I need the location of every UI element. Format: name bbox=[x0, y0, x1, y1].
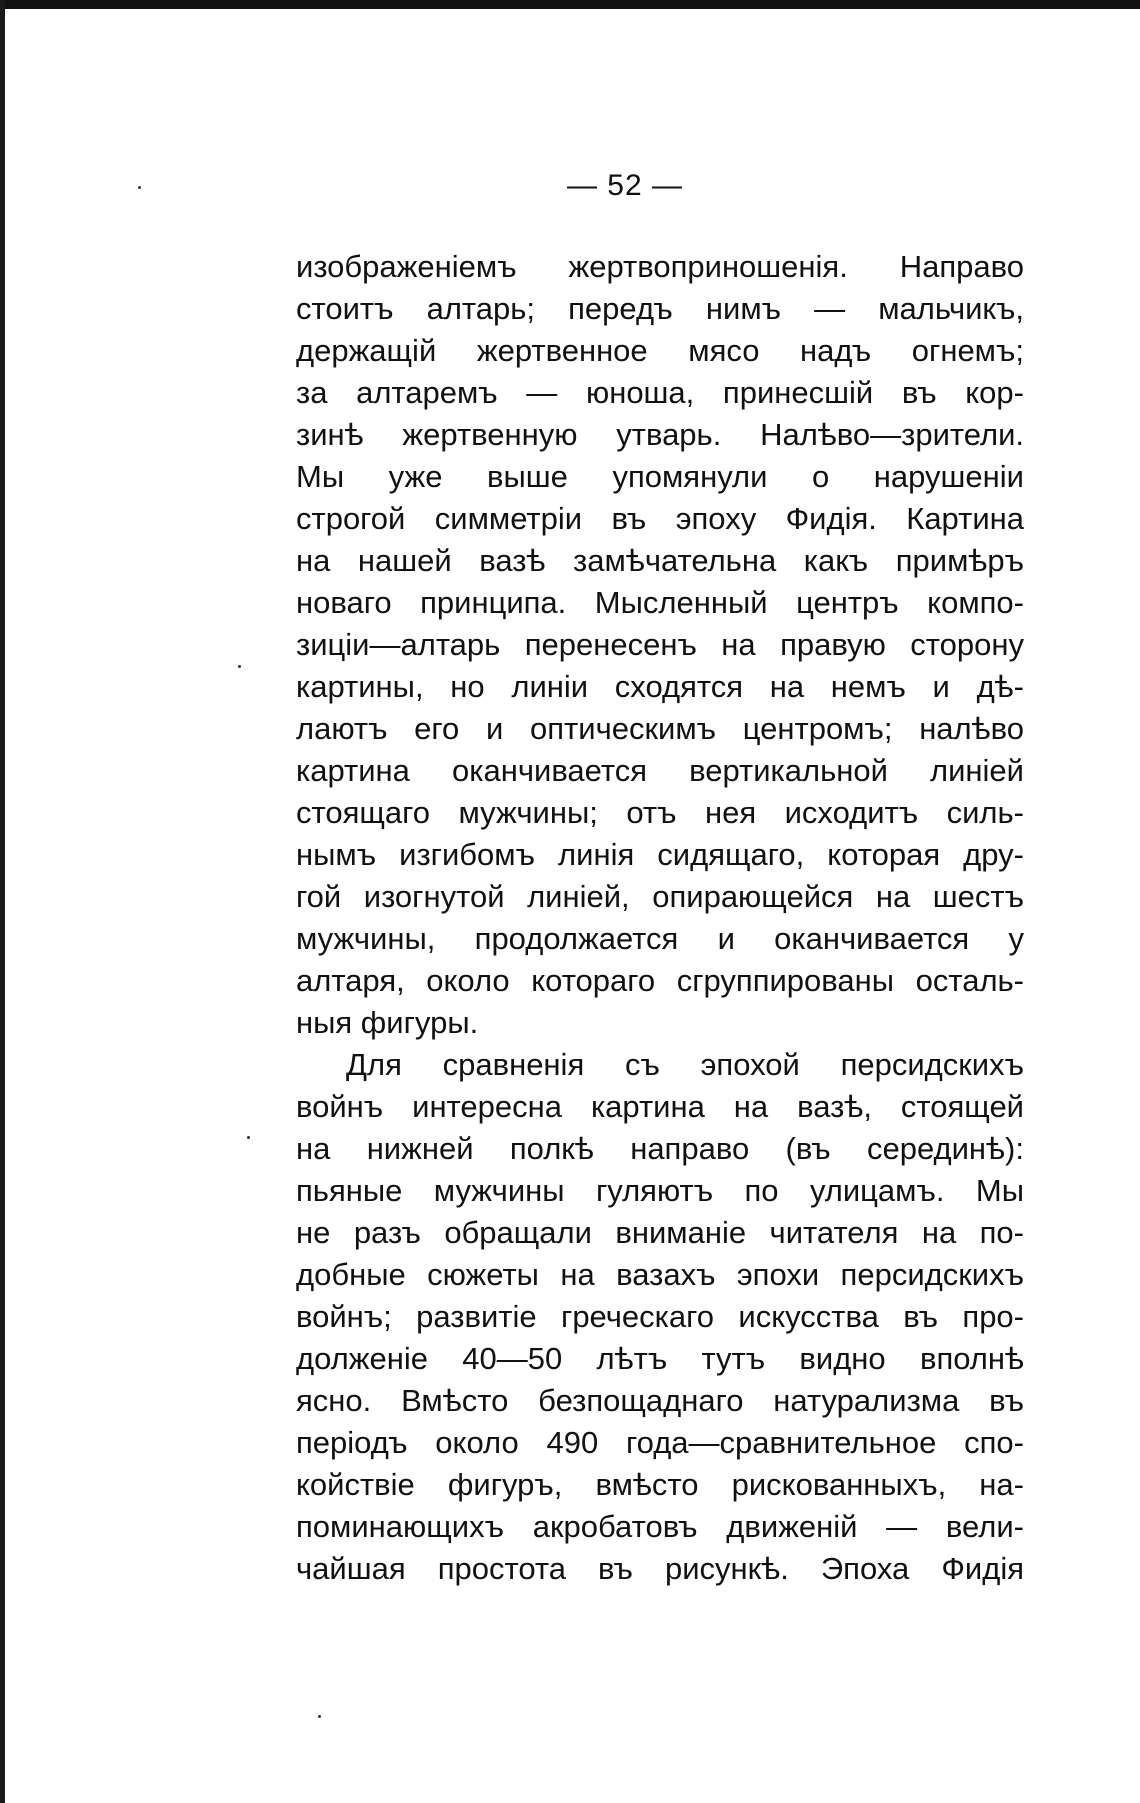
scan-speck bbox=[238, 665, 241, 668]
text-line: зинѣ жертвенную утварь. Налѣво—зрители. bbox=[296, 417, 1024, 452]
text-line: ныя фигуры. bbox=[296, 1005, 479, 1040]
text-line: на нашей вазѣ замѣчательна какъ примѣръ bbox=[296, 543, 1024, 578]
paragraph-2 bbox=[296, 1044, 1024, 1590]
text-line: строгой симметріи въ эпоху Фидія. Картина bbox=[296, 501, 1024, 536]
text-line: не разъ обращали вниманіе читателя на по- bbox=[296, 1215, 1024, 1250]
text-line: долженіе 40—50 лѣтъ тутъ видно вполнѣ bbox=[296, 1341, 1024, 1376]
text-line: войнъ; развитіе греческаго искусства въ про- bbox=[296, 1299, 1024, 1334]
text-line: пьяные мужчины гуляютъ по улицамъ. Мы bbox=[296, 1173, 1024, 1208]
text-line: гой изогнутой линіей, опирающейся на шестъ bbox=[296, 879, 1024, 914]
text-line: картина оканчивается вертикальной линіей bbox=[296, 753, 1024, 788]
text-line: зиціи—алтарь перенесенъ на правую сторону bbox=[296, 627, 1024, 662]
text-line: стоитъ алтарь; передъ нимъ — мальчикъ, bbox=[296, 291, 1024, 326]
text-line: чайшая простота въ рисункѣ. Эпоха Фидія bbox=[296, 1551, 1024, 1586]
text-line: койствіе фигуръ, вмѣсто рискованныхъ, на- bbox=[296, 1467, 1024, 1502]
scan-speck bbox=[318, 1715, 321, 1718]
text-line: нымъ изгибомъ линія сидящаго, которая дру- bbox=[296, 837, 1024, 872]
text-line: на нижней полкѣ направо (въ серединѣ): bbox=[296, 1131, 1024, 1166]
text-line: Для сравненія съ эпохой персидскихъ bbox=[346, 1047, 1024, 1082]
text-line: алтаря, около котораго сгруппированы осталь- bbox=[296, 963, 1024, 998]
text-line: мужчины, продолжается и оканчивается у bbox=[296, 921, 1024, 956]
text-line: ясно. Вмѣсто безпощаднаго натурализма въ bbox=[296, 1383, 1024, 1418]
page-number: — 52 — bbox=[566, 169, 684, 202]
text-line: добные сюжеты на вазахъ эпохи персидскихъ bbox=[296, 1257, 1024, 1292]
text-line: изображеніемъ жертвоприношенія. Направо bbox=[296, 249, 1024, 284]
text-line: Мы уже выше упомянули о нарушеніи bbox=[296, 459, 1024, 494]
paragraph-1 bbox=[296, 246, 1024, 1044]
text-line: картины, но линіи сходятся на немъ и дѣ- bbox=[296, 669, 1024, 704]
text-line: поминающихъ акробатовъ движеній — вели- bbox=[296, 1509, 1024, 1544]
text-line: стоящаго мужчины; отъ нея исходитъ силь- bbox=[296, 795, 1024, 830]
text-line: новаго принципа. Мысленный центръ компо- bbox=[296, 585, 1024, 620]
text-line: войнъ интересна картина на вазѣ, стоящей bbox=[296, 1089, 1024, 1124]
text-line: за алтаремъ — юноша, принесшій въ кор- bbox=[296, 375, 1024, 410]
body-text bbox=[296, 246, 1024, 1590]
text-line: держащій жертвенное мясо надъ огнемъ; bbox=[296, 333, 1024, 368]
scan-left-edge bbox=[0, 0, 5, 1803]
scan-top-border bbox=[0, 0, 1140, 9]
text-line: лаютъ его и оптическимъ центромъ; налѣво bbox=[296, 711, 1024, 746]
text-line: періодъ около 490 года—сравнительное спо- bbox=[296, 1425, 1024, 1460]
scan-speck bbox=[247, 1136, 250, 1139]
